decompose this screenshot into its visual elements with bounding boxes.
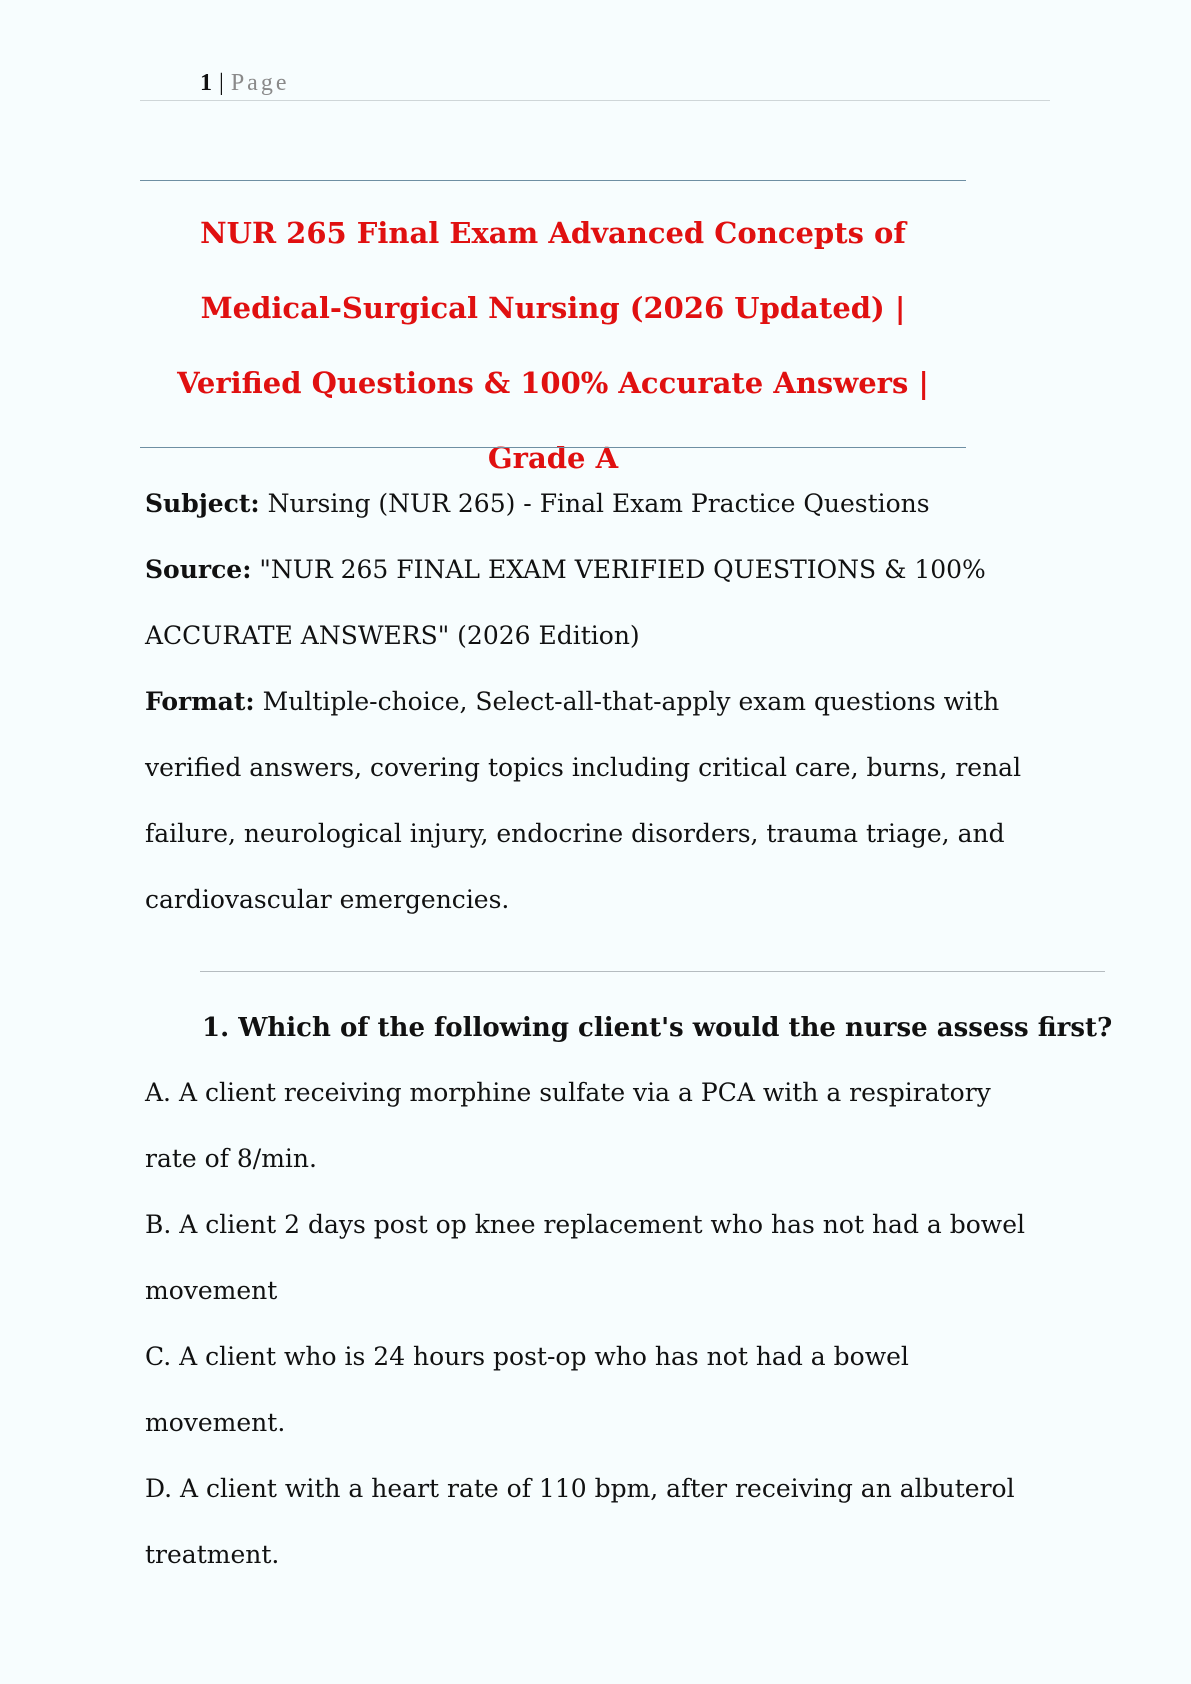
page-label: Page <box>230 70 290 96</box>
source-value: "NUR 265 FINAL EXAM VERIFIED QUESTIONS & 100% ACCURATE ANSWERS" (2026 Edition) <box>145 555 986 650</box>
title-top-rule <box>140 180 966 181</box>
option-d: D. A client with a heart rate of 110 bpm, after receiving an albuterol treatment. <box>145 1474 1015 1569</box>
format-label: Format: <box>145 687 255 716</box>
question-1: 1. Which of the following client's would the nurse assess first? <box>202 1013 1113 1043</box>
subject-value: Nursing (NUR 265) - Final Exam Practice Questions <box>259 489 930 518</box>
title-bottom-rule <box>140 447 966 448</box>
format-line <box>145 669 1065 933</box>
subject-label: Subject: <box>145 489 260 518</box>
section-divider <box>200 971 1105 972</box>
option-c: C. A client who is 24 hours post-op who has not had a bowel movement. <box>145 1342 909 1437</box>
format-value: Multiple-choice, Select-all-that-apply exam questions with verified answers, covering topics including critical care, burns, renal failure, neurological injury, endocrine disorders, trauma triage, and cardiovascular emergencies. <box>145 687 1022 914</box>
source-label: Source: <box>145 555 252 584</box>
page-separator: | <box>212 70 231 96</box>
question-options <box>145 1060 1045 1588</box>
header-divider <box>140 100 1050 101</box>
document-title: NUR 265 Final Exam Advanced Concepts of Medical-Surgical Nursing (2026 Updated) | Verified Questions & 100% Accurate Answers | Grade A <box>177 216 929 475</box>
page-header <box>200 70 289 97</box>
source-line <box>145 537 1065 669</box>
subject-line <box>145 471 1065 537</box>
option-a: A. A client receiving morphine sulfate via a PCA with a respiratory rate of 8/min. <box>145 1078 991 1173</box>
option-b: B. A client 2 days post op knee replacement who has not had a bowel movement <box>145 1210 1025 1305</box>
document-meta <box>145 471 1065 933</box>
page-number: 1 <box>200 70 213 96</box>
